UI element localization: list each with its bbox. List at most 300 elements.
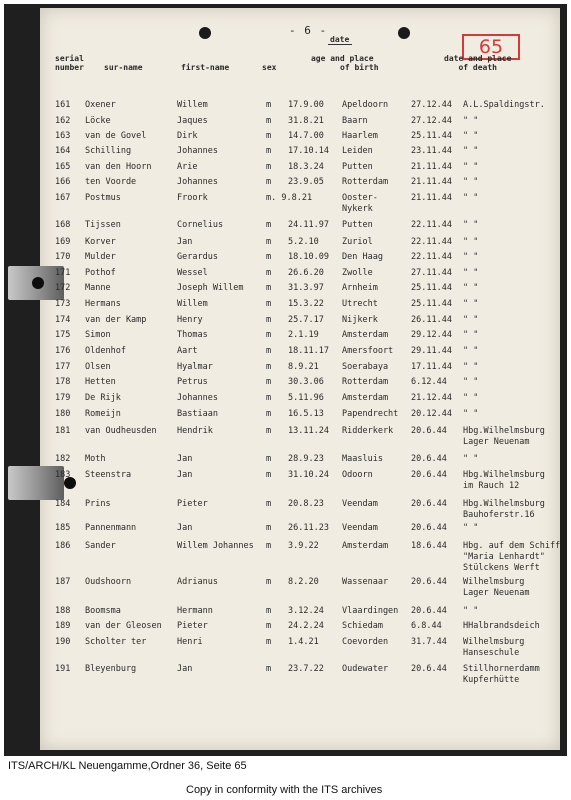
row-birth-date: 24.11.97 <box>288 220 329 230</box>
row-death-place: " " <box>463 315 479 325</box>
row-birth-place: Amsterdam <box>342 541 389 551</box>
header-date-underline <box>328 44 352 45</box>
table-row <box>0 299 571 313</box>
row-number: 181 <box>55 426 71 436</box>
row-first-name: Pieter <box>177 499 208 509</box>
row-sex: m <box>266 637 272 647</box>
row-birth-date: 23.7.22 <box>288 664 324 674</box>
table-row <box>0 315 571 329</box>
row-death-place: " " <box>463 393 479 403</box>
row-death-place: Hbg.Wilhelmsburg <box>463 426 545 436</box>
row-sex: m <box>266 541 272 551</box>
row-first-name: Joseph Willem <box>177 283 244 293</box>
row-first-name: Arie <box>177 162 198 172</box>
row-death-place: " " <box>463 523 479 533</box>
table-row <box>0 346 571 360</box>
row-surname: Oldenhof <box>85 346 126 356</box>
row-birth-date: 5.2.10 <box>288 237 319 247</box>
row-death-place: Hbg.Wilhelmsburg <box>463 499 545 509</box>
row-surname: De Rijk <box>85 393 121 403</box>
row-birth-date: 18.10.09 <box>288 252 329 262</box>
row-surname: Romeijn <box>85 409 121 419</box>
row-sex: m <box>266 362 272 372</box>
row-first-name: Willem Johannes <box>177 541 254 551</box>
row-first-name: Pieter <box>177 621 208 631</box>
row-death-place-cont: Kupferhütte <box>463 675 520 685</box>
row-sex: m <box>266 146 272 156</box>
row-death-date: 6.8.44 <box>411 621 442 631</box>
header-date: date <box>330 35 350 44</box>
punch-hole-right <box>398 27 410 39</box>
row-death-place: " " <box>463 362 479 372</box>
row-sex: m <box>266 330 272 340</box>
row-first-name: Jan <box>177 523 193 533</box>
row-first-name: Jan <box>177 454 193 464</box>
row-birth-date: 3.9.22 <box>288 541 319 551</box>
row-number: 183 <box>55 470 71 480</box>
row-number: 170 <box>55 252 71 262</box>
row-death-date: 20.6.44 <box>411 606 447 616</box>
row-number: 178 <box>55 377 71 387</box>
row-first-name: Jan <box>177 237 193 247</box>
row-sex: m <box>266 162 272 172</box>
row-surname: Oudshoorn <box>85 577 132 587</box>
row-sex: m <box>266 268 272 278</box>
table-row-continuation <box>0 481 571 493</box>
row-birth-date: 23.9.05 <box>288 177 324 187</box>
row-first-name: Cornelius <box>177 220 224 230</box>
row-birth-place: Putten <box>342 162 373 172</box>
row-surname: Hetten <box>85 377 116 387</box>
row-surname: van den Hoorn <box>85 162 152 172</box>
page-number: - 6 - <box>289 24 328 37</box>
header-age-place <box>306 54 379 72</box>
row-death-date: 25.11.44 <box>411 131 452 141</box>
row-surname: ten Voorde <box>85 177 137 187</box>
row-death-date: 20.6.44 <box>411 499 447 509</box>
row-death-place-cont: Hanseschule <box>463 648 520 658</box>
row-number: 167 <box>55 193 71 203</box>
row-number: 184 <box>55 499 71 509</box>
row-surname: Hermans <box>85 299 121 309</box>
row-first-name: Jaques <box>177 116 208 126</box>
row-first-name: Bastiaan <box>177 409 218 419</box>
table-row-continuation <box>0 588 571 600</box>
row-number: 188 <box>55 606 71 616</box>
row-death-place: " " <box>463 268 479 278</box>
header-death-line2: of death <box>458 63 497 72</box>
table-row-continuation <box>0 204 571 216</box>
row-birth-place: Veendam <box>342 499 378 509</box>
row-sex: m <box>266 393 272 403</box>
row-number: 185 <box>55 523 71 533</box>
row-death-place: " " <box>463 162 479 172</box>
row-death-place-cont: Lager Neuenam <box>463 588 530 598</box>
row-birth-date: 31.8.21 <box>288 116 324 126</box>
row-birth-place: Apeldoorn <box>342 100 389 110</box>
row-number: 190 <box>55 637 71 647</box>
row-sex: m. 9.8.21 <box>266 193 313 203</box>
row-death-date: 29.12.44 <box>411 330 452 340</box>
copy-notice: Copy in conformity with the ITS archives <box>186 784 383 796</box>
row-death-date: 21.11.44 <box>411 193 452 203</box>
row-number: 169 <box>55 237 71 247</box>
row-number: 176 <box>55 346 71 356</box>
row-death-place: Stillhornerdamm <box>463 664 540 674</box>
row-birth-date: 15.3.22 <box>288 299 324 309</box>
row-death-date: 22.11.44 <box>411 220 452 230</box>
row-birth-date: 1.4.21 <box>288 637 319 647</box>
row-birth-place: Amersfoort <box>342 346 394 356</box>
row-death-date: 27.11.44 <box>411 268 452 278</box>
table-row <box>0 237 571 251</box>
row-first-name: Henry <box>177 315 203 325</box>
row-sex: m <box>266 499 272 509</box>
header-serial <box>55 54 84 72</box>
row-birth-date: 16.5.13 <box>288 409 324 419</box>
table-row <box>0 621 571 635</box>
table-row <box>0 409 571 423</box>
table-row <box>0 377 571 391</box>
row-birth-place: Nijkerk <box>342 315 378 325</box>
row-birth-place: Papendrecht <box>342 409 399 419</box>
row-death-place: Wilhelmsburg <box>463 637 525 647</box>
row-death-date: 27.12.44 <box>411 116 452 126</box>
row-first-name: Willem <box>177 100 208 110</box>
row-death-date: 27.12.44 <box>411 100 452 110</box>
row-number: 168 <box>55 220 71 230</box>
row-birth-place: Rotterdam <box>342 377 389 387</box>
row-death-place: " " <box>463 177 479 187</box>
row-birth-date: 18.3.24 <box>288 162 324 172</box>
table-row-continuation <box>0 510 571 522</box>
row-first-name: Johannes <box>177 146 218 156</box>
row-birth-date: 14.7.00 <box>288 131 324 141</box>
row-surname: Pannenmann <box>85 523 137 533</box>
row-sex: m <box>266 100 272 110</box>
row-birth-place: Den Haag <box>342 252 383 262</box>
row-sex: m <box>266 177 272 187</box>
row-birth-date: 17.9.00 <box>288 100 324 110</box>
table-row <box>0 523 571 537</box>
row-death-date: 23.11.44 <box>411 146 452 156</box>
row-sex: m <box>266 346 272 356</box>
row-birth-date: 8.9.21 <box>288 362 319 372</box>
row-birth-place: Zwolle <box>342 268 373 278</box>
row-birth-place: Coevorden <box>342 637 389 647</box>
table-row <box>0 393 571 407</box>
row-birth-date: 28.9.23 <box>288 454 324 464</box>
row-first-name: Thomas <box>177 330 208 340</box>
table-row <box>0 606 571 620</box>
row-number: 161 <box>55 100 71 110</box>
row-death-date: 22.11.44 <box>411 252 452 262</box>
header-death <box>444 54 511 72</box>
row-sex: m <box>266 664 272 674</box>
row-birth-date: 26.11.23 <box>288 523 329 533</box>
row-death-date: 20.6.44 <box>411 523 447 533</box>
row-surname: Simon <box>85 330 111 340</box>
row-birth-date: 31.10.24 <box>288 470 329 480</box>
row-birth-place: Schiedam <box>342 621 383 631</box>
row-death-place: " " <box>463 377 479 387</box>
row-birth-place: Ooster- <box>342 193 378 203</box>
row-number: 186 <box>55 541 71 551</box>
row-death-place-cont: Stülckens Werft <box>463 563 540 573</box>
row-birth-place: Oudewater <box>342 664 389 674</box>
header-first-name: first-name <box>181 63 230 72</box>
row-death-place: " " <box>463 454 479 464</box>
row-birth-date: 20.8.23 <box>288 499 324 509</box>
row-death-place: " " <box>463 220 479 230</box>
source-reference: ITS/ARCH/KL Neuengamme,Ordner 36, Seite 65 <box>8 760 247 772</box>
row-surname: Moth <box>85 454 106 464</box>
row-sex: m <box>266 252 272 262</box>
row-sex: m <box>266 426 272 436</box>
row-surname: Löcke <box>85 116 111 126</box>
table-row <box>0 146 571 160</box>
row-surname: Korver <box>85 237 116 247</box>
row-number: 163 <box>55 131 71 141</box>
table-row-continuation <box>0 648 571 660</box>
table-row <box>0 220 571 234</box>
row-death-place-cont: im Rauch 12 <box>463 481 520 491</box>
row-death-date: 25.11.44 <box>411 299 452 309</box>
row-first-name: Willem <box>177 299 208 309</box>
row-surname: van der Gleosen <box>85 621 162 631</box>
row-first-name: Hyalmar <box>177 362 213 372</box>
row-death-date: 20.12.44 <box>411 409 452 419</box>
row-death-date: 26.11.44 <box>411 315 452 325</box>
table-row <box>0 362 571 376</box>
row-birth-date: 3.12.24 <box>288 606 324 616</box>
row-surname: Sander <box>85 541 116 551</box>
row-death-place-cont: Lager Neuenam <box>463 437 530 447</box>
header-sex: sex <box>262 63 277 72</box>
row-first-name: Henri <box>177 637 203 647</box>
row-surname: Olsen <box>85 362 111 372</box>
row-surname: Mulder <box>85 252 116 262</box>
row-death-date: 21.11.44 <box>411 177 452 187</box>
row-sex: m <box>266 409 272 419</box>
row-birth-place: Utrecht <box>342 299 378 309</box>
row-birth-place: Soerabaya <box>342 362 389 372</box>
row-sex: m <box>266 315 272 325</box>
row-birth-date: 24.2.24 <box>288 621 324 631</box>
row-surname: van Oudheusden <box>85 426 157 436</box>
row-birth-date: 18.11.17 <box>288 346 329 356</box>
row-death-place: " " <box>463 237 479 247</box>
row-first-name: Adrianus <box>177 577 218 587</box>
row-number: 179 <box>55 393 71 403</box>
table-row-continuation <box>0 675 571 687</box>
row-sex: m <box>266 116 272 126</box>
header-surname: sur-name <box>104 63 143 72</box>
row-first-name: Wessel <box>177 268 208 278</box>
row-surname: Schilling <box>85 146 132 156</box>
table-row-continuation <box>0 563 571 575</box>
row-birth-place: Haarlem <box>342 131 378 141</box>
row-number: 177 <box>55 362 71 372</box>
row-surname: Bleyenburg <box>85 664 137 674</box>
row-death-date: 31.7.44 <box>411 637 447 647</box>
table-row <box>0 454 571 468</box>
row-first-name: Dirk <box>177 131 198 141</box>
row-sex: m <box>266 523 272 533</box>
row-first-name: Froork <box>177 193 208 203</box>
table-row <box>0 162 571 176</box>
row-birth-date: 8.2.20 <box>288 577 319 587</box>
row-death-date: 20.6.44 <box>411 470 447 480</box>
row-birth-place: Arnheim <box>342 283 378 293</box>
row-birth-place: Amsterdam <box>342 330 389 340</box>
row-number: 173 <box>55 299 71 309</box>
row-first-name: Johannes <box>177 177 218 187</box>
row-sex: m <box>266 377 272 387</box>
table-row <box>0 268 571 282</box>
row-death-date: 21.11.44 <box>411 162 452 172</box>
row-death-place: " " <box>463 193 479 203</box>
header-age-place-line2: of birth <box>340 63 379 72</box>
row-sex: m <box>266 299 272 309</box>
row-death-place: " " <box>463 299 479 309</box>
row-number: 164 <box>55 146 71 156</box>
row-first-name: Hermann <box>177 606 213 616</box>
row-death-place: " " <box>463 116 479 126</box>
row-first-name: Petrus <box>177 377 208 387</box>
row-number: 165 <box>55 162 71 172</box>
row-birth-place: Leiden <box>342 146 373 156</box>
archive-stamp-number: 65 <box>462 34 520 60</box>
punch-hole-left <box>199 27 211 39</box>
row-death-place-cont: "Maria Lenhardt" <box>463 552 545 562</box>
row-birth-date: 2.1.19 <box>288 330 319 340</box>
row-death-date: 20.6.44 <box>411 664 447 674</box>
row-surname: Prins <box>85 499 111 509</box>
row-birth-place: Wassenaar <box>342 577 389 587</box>
row-number: 187 <box>55 577 71 587</box>
row-first-name: Johannes <box>177 393 218 403</box>
row-death-place: Wilhelmsburg <box>463 577 525 587</box>
row-death-place: " " <box>463 606 479 616</box>
row-first-name: Hendrik <box>177 426 213 436</box>
row-death-place: " " <box>463 346 479 356</box>
header-death-line1: date and place <box>444 54 512 63</box>
row-death-date: 6.12.44 <box>411 377 447 387</box>
row-death-place: " " <box>463 330 479 340</box>
row-number: 162 <box>55 116 71 126</box>
row-birth-place: Rotterdam <box>342 177 389 187</box>
row-number: 166 <box>55 177 71 187</box>
row-number: 182 <box>55 454 71 464</box>
table-row <box>0 131 571 145</box>
row-birth-place: Zuriol <box>342 237 373 247</box>
row-birth-place: Baarn <box>342 116 368 126</box>
row-surname: van der Kamp <box>85 315 147 325</box>
row-sex: m <box>266 606 272 616</box>
table-row <box>0 100 571 114</box>
row-death-place: A.L.Spaldingstr. <box>463 100 545 110</box>
row-first-name: Jan <box>177 470 193 480</box>
row-sex: m <box>266 454 272 464</box>
row-death-date: 22.11.44 <box>411 237 452 247</box>
row-birth-place: Amsterdam <box>342 393 389 403</box>
row-surname: Postmus <box>85 193 121 203</box>
row-birth-date: 17.10.14 <box>288 146 329 156</box>
row-death-date: 25.11.44 <box>411 283 452 293</box>
row-surname: Manne <box>85 283 111 293</box>
row-death-date: 20.6.44 <box>411 426 447 436</box>
row-surname: Scholter ter <box>85 637 147 647</box>
row-birth-place-cont: Nykerk <box>342 204 373 214</box>
table-row <box>0 177 571 191</box>
header-age-place-line1: age and place <box>310 54 374 63</box>
row-sex: m <box>266 577 272 587</box>
row-number: 172 <box>55 283 71 293</box>
table-row <box>0 330 571 344</box>
row-death-place: " " <box>463 131 479 141</box>
row-sex: m <box>266 470 272 480</box>
row-number: 191 <box>55 664 71 674</box>
table-row <box>0 252 571 266</box>
table-row <box>0 116 571 130</box>
row-death-date: 18.6.44 <box>411 541 447 551</box>
row-sex: m <box>266 621 272 631</box>
header-serial-line2: number <box>55 63 84 72</box>
row-death-place: " " <box>463 252 479 262</box>
row-surname: Steenstra <box>85 470 132 480</box>
row-birth-date: 26.6.20 <box>288 268 324 278</box>
row-surname: Pothof <box>85 268 116 278</box>
row-number: 175 <box>55 330 71 340</box>
row-birth-place: Maasluis <box>342 454 383 464</box>
row-number: 171 <box>55 268 71 278</box>
row-death-date: 20.6.44 <box>411 454 447 464</box>
row-birth-date: 25.7.17 <box>288 315 324 325</box>
row-death-place: Hbg. auf dem Schiff <box>463 541 561 551</box>
row-death-date: 20.6.44 <box>411 577 447 587</box>
table-row <box>0 283 571 297</box>
row-sex: m <box>266 220 272 230</box>
row-death-date: 21.12.44 <box>411 393 452 403</box>
row-death-place-cont: Bauhoferstr.16 <box>463 510 535 520</box>
row-surname: Oxener <box>85 100 116 110</box>
row-death-place: " " <box>463 283 479 293</box>
row-first-name: Aart <box>177 346 198 356</box>
row-death-place: HHalbrandsdeich <box>463 621 540 631</box>
row-death-place: " " <box>463 146 479 156</box>
row-birth-date: 13.11.24 <box>288 426 329 436</box>
row-birth-place: Putten <box>342 220 373 230</box>
row-number: 174 <box>55 315 71 325</box>
row-birth-place: Vlaardingen <box>342 606 399 616</box>
row-sex: m <box>266 131 272 141</box>
row-surname: van de Govel <box>85 131 147 141</box>
row-birth-date: 31.3.97 <box>288 283 324 293</box>
row-death-place: " " <box>463 409 479 419</box>
header-serial-line1: serial <box>55 54 84 63</box>
row-surname: Tijssen <box>85 220 121 230</box>
row-first-name: Jan <box>177 664 193 674</box>
row-birth-place: Odoorn <box>342 470 373 480</box>
row-birth-date: 5.11.96 <box>288 393 324 403</box>
row-birth-place: Veendam <box>342 523 378 533</box>
row-death-date: 29.11.44 <box>411 346 452 356</box>
row-death-date: 17.11.44 <box>411 362 452 372</box>
row-birth-place: Ridderkerk <box>342 426 394 436</box>
row-number: 180 <box>55 409 71 419</box>
row-sex: m <box>266 283 272 293</box>
